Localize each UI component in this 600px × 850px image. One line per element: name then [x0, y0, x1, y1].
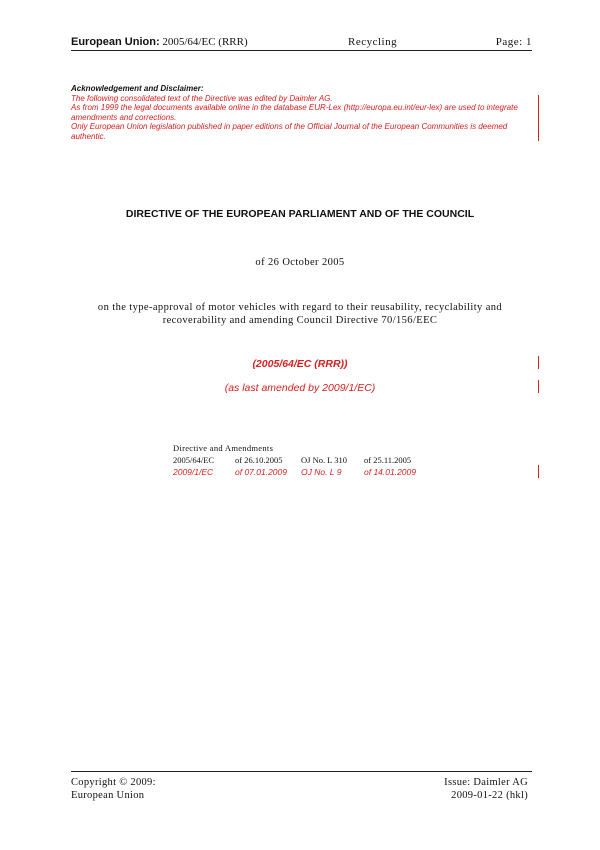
subject-line-1: on the type-approval of motor vehicles with regard to their reusability, recyclability and [97, 302, 503, 313]
disclaimer-line: Only European Union legislation published in paper editions of the Official Journal of the European Communities is deemed authentic. [71, 122, 508, 141]
last-amended-note: (as last amended by 2009/1/EC) [224, 382, 376, 394]
issue-date: 2009-01-22 (hkl) [451, 790, 528, 801]
revision-bar [538, 380, 539, 393]
amendment-pub-date: of 25.11.2005 [364, 455, 412, 465]
header-page-number: Page: 1 [495, 36, 532, 48]
directive-subject [0, 301, 600, 327]
header-left [71, 36, 248, 49]
amendment-oj: OJ No. L 310 [301, 455, 347, 465]
footer-issue [444, 776, 528, 802]
amendments-table [173, 442, 433, 478]
issue-text: Issue: Daimler AG [444, 777, 528, 788]
header-doc-ref: 2005/64/EC (RRR) [162, 36, 248, 48]
disclaimer-line: The following consolidated text of the Directive was edited by Daimler AG. [71, 93, 333, 103]
directive-reference: (2005/64/EC (RRR)) [252, 358, 348, 370]
table-row [173, 454, 433, 466]
amendment-id: 2005/64/EC [173, 455, 215, 465]
subject-line-2: recoverability and amending Council Directive 70/156/EEC [162, 315, 438, 326]
directive-date: of 26 October 2005 [255, 257, 345, 268]
footer-divider [71, 771, 532, 772]
amendment-date: of 07.01.2009 [235, 467, 287, 477]
footer-copyright [71, 776, 156, 802]
revision-bar [538, 356, 539, 369]
header-topic: Recycling [348, 36, 398, 48]
amendment-date: of 26.10.2005 [235, 455, 283, 465]
page-header [71, 36, 532, 51]
disclaimer-block [71, 84, 530, 141]
disclaimer-heading: Acknowledgement and Disclaimer: [71, 84, 204, 93]
disclaimer-line: As from 1999 the legal documents available online in the database EUR-Lex (http://europa.eu.int/eur-lex) are used to integrate amendments and corrections. [71, 103, 518, 122]
revision-bar [538, 95, 539, 141]
amendments-title: Directive and Amendments [173, 443, 274, 453]
table-row [173, 466, 433, 478]
amendment-pub-date: of 14.01.2009 [364, 467, 416, 477]
directive-title: DIRECTIVE OF THE EUROPEAN PARLIAMENT AND OF THE COUNCIL [125, 208, 475, 220]
copyright-text: Copyright © 2009: [71, 777, 156, 788]
header-org: European Union: [71, 36, 160, 48]
revision-bar [538, 465, 539, 478]
copyright-owner: European Union [71, 790, 145, 801]
amendment-id: 2009/1/EC [173, 467, 214, 477]
amendment-oj: OJ No. L 9 [301, 467, 342, 477]
